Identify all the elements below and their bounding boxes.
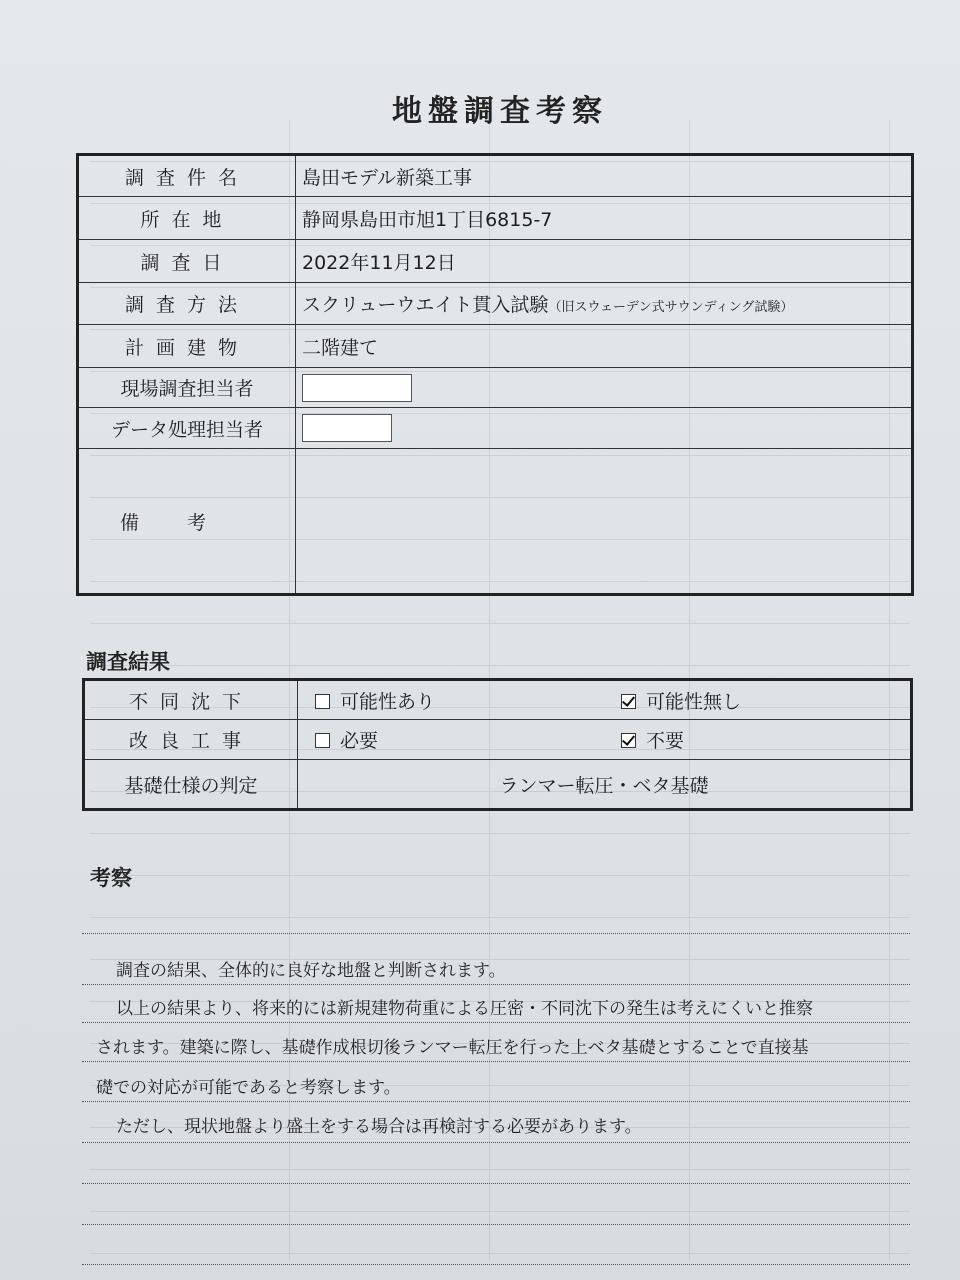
option-possible — [299, 687, 615, 714]
option-label: 可能性あり — [340, 690, 436, 713]
label-survey-date: 調査日 — [78, 240, 296, 283]
redacted-name-box — [302, 414, 392, 442]
consideration-line-4: 礎での対応が可能であると考察します。 — [96, 1078, 401, 1098]
row-survey-method — [78, 283, 913, 325]
ruled-line — [82, 933, 910, 934]
value-field-staff — [296, 368, 913, 408]
row-remarks — [78, 449, 913, 595]
row-survey-name — [78, 155, 913, 197]
ruled-line — [82, 1142, 910, 1143]
row-planned-building — [78, 325, 913, 368]
label-location: 所在地 — [78, 197, 296, 240]
label-field-staff: 現場調査担当者 — [78, 368, 296, 408]
row-data-staff — [78, 408, 913, 449]
row-uneven-settlement — [84, 680, 912, 720]
label-survey-name: 調査件名 — [78, 155, 296, 197]
ruled-line — [82, 1101, 910, 1102]
ruled-line — [82, 1183, 910, 1184]
value-survey-method — [296, 283, 913, 325]
document-title: 地盤調査考察 — [392, 94, 608, 129]
option-label: 必要 — [340, 730, 379, 752]
results-table — [82, 678, 913, 811]
row-foundation — [84, 760, 912, 810]
method-name: スクリューウエイト貫入試験 — [302, 294, 549, 316]
value-data-staff — [296, 408, 913, 449]
option-label: 不要 — [646, 730, 685, 752]
row-location — [78, 197, 913, 240]
label-foundation: 基礎仕様の判定 — [84, 760, 298, 810]
checkbox-unchecked — [315, 733, 330, 748]
survey-info-table — [76, 153, 914, 596]
row-survey-date — [78, 240, 913, 283]
ruled-line — [82, 1061, 910, 1062]
method-note: （旧スウェーデン式サウンディング試験） — [548, 300, 794, 315]
label-data-staff: データ処理担当者 — [78, 408, 296, 449]
row-improvement-work — [84, 720, 912, 760]
consideration-line-1: 調査の結果、全体的に良好な地盤と判断されます。 — [116, 961, 506, 981]
label-survey-method: 調査方法 — [78, 283, 296, 325]
label-remarks: 備考 — [78, 449, 296, 595]
option-not-possible — [621, 687, 741, 714]
redacted-name-box — [302, 374, 412, 402]
ruled-line — [82, 984, 910, 985]
value-survey-date: 2022年11月12日 — [296, 240, 913, 283]
ruled-line — [82, 1022, 910, 1023]
ruled-line — [82, 1224, 910, 1225]
option-label: 可能性無し — [646, 690, 742, 713]
checkbox-checked — [621, 694, 636, 709]
consideration-line-2: 以上の結果より、将来的には新規建物荷重による圧密・不同沈下の発生は考えにくいと推察 — [116, 999, 813, 1019]
value-foundation: ランマー転圧・ベタ基礎 — [298, 760, 912, 810]
ruled-line — [82, 1264, 910, 1265]
row-field-staff — [78, 368, 913, 408]
consideration-line-5: ただし、現状地盤より盛土をする場合は再検討する必要があります。 — [116, 1117, 642, 1137]
value-planned-building: 二階建て — [296, 325, 913, 368]
label-planned-building: 計画建物 — [78, 325, 296, 368]
label-uneven-settlement: 不同沈下 — [84, 680, 298, 720]
consideration-heading: 考察 — [90, 866, 132, 890]
option-not-required — [621, 726, 684, 753]
checkbox-checked — [621, 733, 636, 748]
value-remarks — [296, 449, 913, 595]
value-location: 静岡県島田市旭1丁目6815-7 — [296, 197, 913, 240]
options-improvement-work — [298, 720, 912, 760]
checkbox-unchecked — [315, 694, 330, 709]
results-heading: 調査結果 — [86, 650, 170, 674]
value-survey-name: 島田モデル新築工事 — [296, 155, 913, 197]
options-uneven-settlement — [298, 680, 912, 720]
label-improvement-work: 改良工事 — [84, 720, 298, 760]
option-required — [299, 726, 615, 753]
consideration-line-3: されます。建築に際し、基礎作成根切後ランマー転圧を行った上ベタ基礎とすることで直接基 — [96, 1038, 809, 1058]
